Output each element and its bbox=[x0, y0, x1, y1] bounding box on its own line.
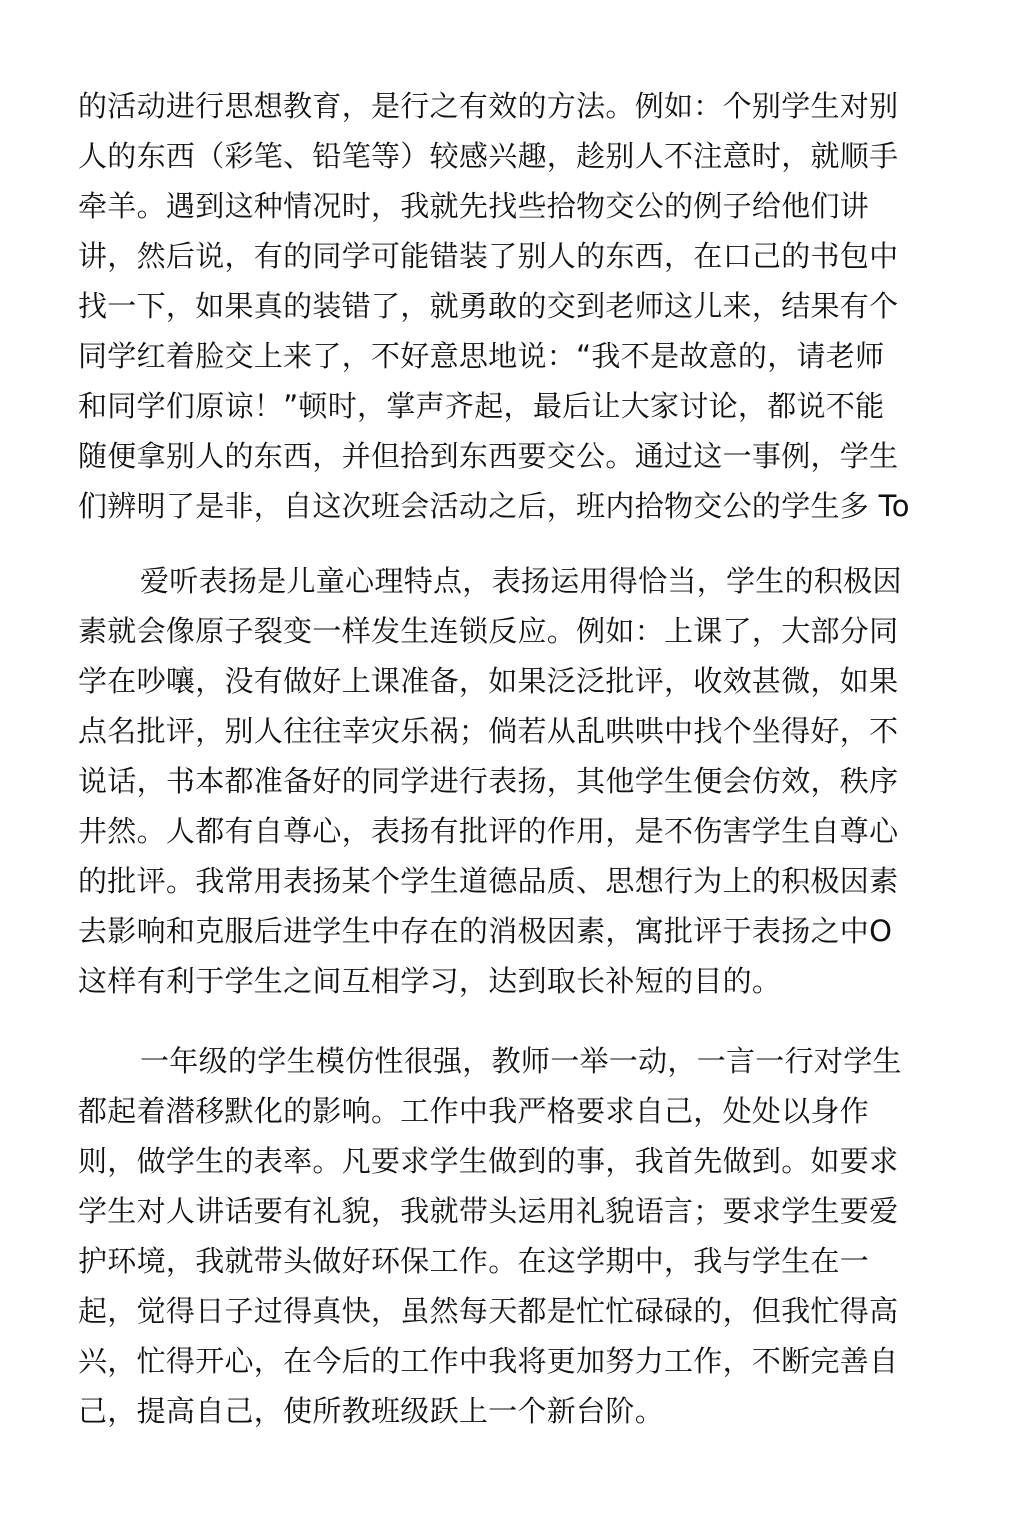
text-line-first: 爱听表扬是儿童心理特点，表扬运用得恰当，学生的积极因 bbox=[140, 564, 902, 598]
paragraph-1 bbox=[78, 81, 958, 531]
paragraph-3 bbox=[78, 1036, 958, 1436]
text-line: 井然。人都有自尊心，表扬有批评的作用，是不伤害学生自尊心 bbox=[78, 814, 899, 848]
text-line: 同学红着脸交上来了，不好意思地说：“我不是故意的，请老师 bbox=[78, 339, 885, 373]
text-line: 护环境，我就带头做好环保工作。在这学期中，我与学生在一 bbox=[78, 1244, 870, 1278]
text-line: 说话，书本都准备好的同学进行表扬，其他学生便会仿效，秩序 bbox=[78, 764, 899, 798]
text-line: 兴，忙得开心，在今后的工作中我将更加努力工作，不断完善自 bbox=[78, 1344, 899, 1378]
text-line: 这样有利于学生之间互相学习，达到取长补短的目的。 bbox=[78, 964, 782, 998]
text-line: 和同学们原谅！”顿时，掌声齐起，最后让大家讨论，都说不能 bbox=[78, 389, 885, 423]
text-line: 己，提高自己，使所教班级跃上一个新台阶。 bbox=[78, 1394, 665, 1428]
paragraph-2 bbox=[78, 556, 958, 1006]
text-line: 的批评。我常用表扬某个学生道德品质、思想行为上的积极因素 bbox=[78, 864, 899, 898]
text-line: 人的东西（彩笔、铅笔等）较感兴趣，趁别人不注意时，就顺手 bbox=[78, 139, 899, 173]
text-line: 学生对人讲话要有礼貌，我就带头运用礼貌语言；要求学生要爱 bbox=[78, 1194, 899, 1228]
text-line: 素就会像原子裂变一样发生连锁反应。例如：上课了，大部分同 bbox=[78, 614, 899, 648]
text-line: 则，做学生的表率。凡要求学生做到的事，我首先做到。如要求 bbox=[78, 1144, 899, 1178]
text-line-first: 一年级的学生模仿性很强，教师一举一动，一言一行对学生 bbox=[140, 1044, 902, 1078]
text-line: 都起着潜移默化的影响。工作中我严格要求自己，处处以身作 bbox=[78, 1094, 870, 1128]
text-line: 找一下，如果真的装错了，就勇敢的交到老师这儿来，结果有个 bbox=[78, 289, 899, 323]
text-line: 随便拿别人的东西，并但拾到东西要交公。通过这一事例，学生 bbox=[78, 439, 899, 473]
text-line: 牵羊。遇到这种情况时，我就先找些拾物交公的例子给他们讲 bbox=[78, 189, 870, 223]
text-line: 去影响和克服后进学生中存在的消极因素，寓批评于表扬之中O bbox=[78, 914, 893, 948]
text-line: 点名批评，别人往往幸灾乐祸；倘若从乱哄哄中找个坐得好，不 bbox=[78, 714, 899, 748]
text-line: 起，觉得日子过得真快，虽然每天都是忙忙碌碌的，但我忙得高 bbox=[78, 1294, 899, 1328]
text-line: 讲，然后说，有的同学可能错装了别人的东西，在口己的书包中 bbox=[78, 239, 899, 273]
text-line: 们辨明了是非，自这次班会活动之后，班内拾物交公的学生多 To bbox=[78, 489, 910, 523]
text-line: 的活动进行思想教育，是行之有效的方法。例如：个别学生对别 bbox=[78, 89, 899, 123]
text-line: 学在吵嚷，没有做好上课准备，如果泛泛批评，收效甚微，如果 bbox=[78, 664, 899, 698]
